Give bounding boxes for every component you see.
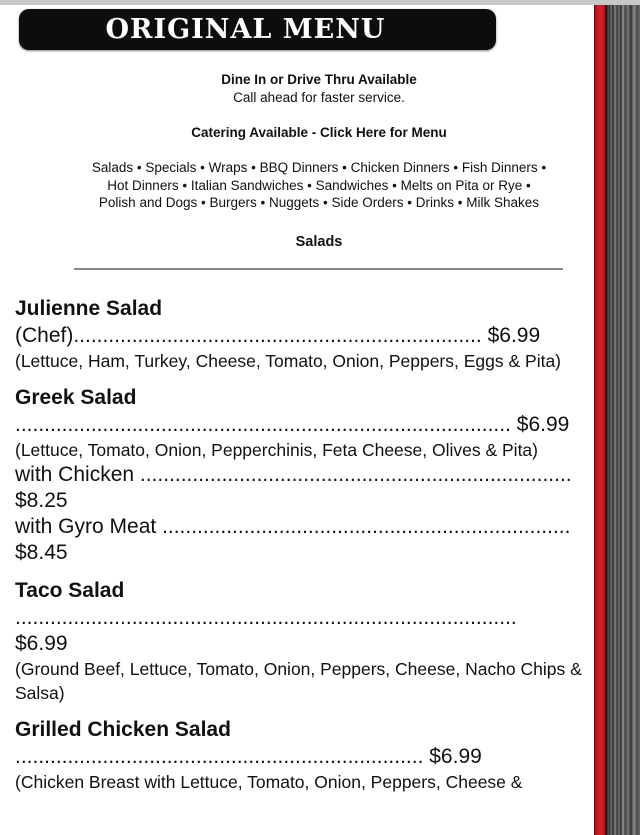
menu-item — [15, 578, 600, 705]
menu-items — [15, 296, 600, 806]
item-price-line: (Chef)...................................................................... $6.99 — [15, 324, 541, 347]
item-price-line: ..................................................................................... $6.99 — [15, 413, 570, 436]
item-option-price: $8.45 — [15, 541, 68, 564]
item-description: (Lettuce, Ham, Turkey, Cheese, Tomato, Onion, Peppers, Eggs & Pita) — [15, 351, 562, 371]
category-link-specials[interactable]: Specials — [145, 160, 197, 175]
category-link-italian-sandwiches[interactable]: Italian Sandwiches — [190, 177, 304, 193]
category-link-wraps[interactable]: Wraps — [208, 160, 248, 175]
section-divider — [74, 268, 563, 270]
item-description: (Chicken Breast with Lettuce, Tomato, Onion, Peppers, Cheese & — [15, 772, 523, 792]
category-link-sandwiches[interactable]: Sandwiches — [315, 177, 389, 193]
item-option-line: with Gyro Meat ...................................................................... — [15, 515, 571, 538]
menu-banner — [19, 9, 496, 50]
call-ahead-info: Call ahead for faster service. — [233, 90, 405, 105]
category-nav: Salads • Specials • Wraps • BBQ Dinners • Chicken Dinners • Fish Dinners • Hot Dinners • Italian Sandwiches • Sandwiches • Melts on Pita or Rye • Polish and Dogs • Burgers • Nuggets • Side Orders • Drinks • Milk Shakes — [91, 160, 547, 210]
banner-title: ORIGINAL MENU — [105, 14, 386, 45]
item-name: Greek Salad — [15, 386, 137, 409]
dine-in-info: Dine In or Drive Thru Available — [221, 72, 417, 87]
category-link-nuggets[interactable]: Nuggets — [268, 195, 320, 210]
item-name: Taco Salad — [15, 579, 125, 602]
category-link-salads[interactable]: Salads — [91, 160, 134, 175]
item-name: Julienne Salad — [15, 297, 163, 320]
item-name: Grilled Chicken Salad — [15, 718, 231, 741]
category-link-melts[interactable]: Melts on Pita or Rye — [400, 177, 523, 193]
category-link-bbq-dinners[interactable]: BBQ Dinners — [259, 160, 339, 175]
menu-item — [15, 385, 600, 566]
catering-link[interactable]: Catering Available - Click Here for Menu — [191, 125, 447, 140]
category-link-drinks[interactable]: Drinks — [415, 195, 455, 210]
category-link-milk-shakes[interactable]: Milk Shakes — [466, 195, 540, 210]
top-strip — [0, 0, 640, 5]
menu-item — [15, 717, 600, 794]
item-option-price: $8.25 — [15, 489, 68, 512]
section-heading: Salads — [295, 234, 343, 250]
category-link-side-orders[interactable]: Side Orders — [331, 195, 404, 210]
item-price-line: ...................................................................................... — [15, 606, 517, 629]
item-description: (Ground Beef, Lettuce, Tomato, Onion, Peppers, Cheese, Nacho Chips & Salsa) — [15, 659, 582, 703]
category-link-burgers[interactable]: Burgers — [209, 195, 257, 210]
item-description: (Lettuce, Tomato, Onion, Pepperchinis, Feta Cheese, Olives & Pita) — [15, 440, 538, 460]
category-link-hot-dinners[interactable]: Hot Dinners — [107, 177, 179, 193]
category-link-fish-dinners[interactable]: Fish Dinners — [461, 160, 538, 175]
category-link-chicken-dinners[interactable]: Chicken Dinners — [350, 160, 450, 175]
item-price-line: ...................................................................... $6.99 — [15, 745, 482, 768]
menu-item — [15, 296, 600, 373]
item-option-line: with Chicken .......................................................................... — [15, 463, 572, 486]
category-link-polish-and-dogs[interactable]: Polish and Dogs — [98, 195, 198, 210]
item-price: $6.99 — [15, 632, 68, 655]
